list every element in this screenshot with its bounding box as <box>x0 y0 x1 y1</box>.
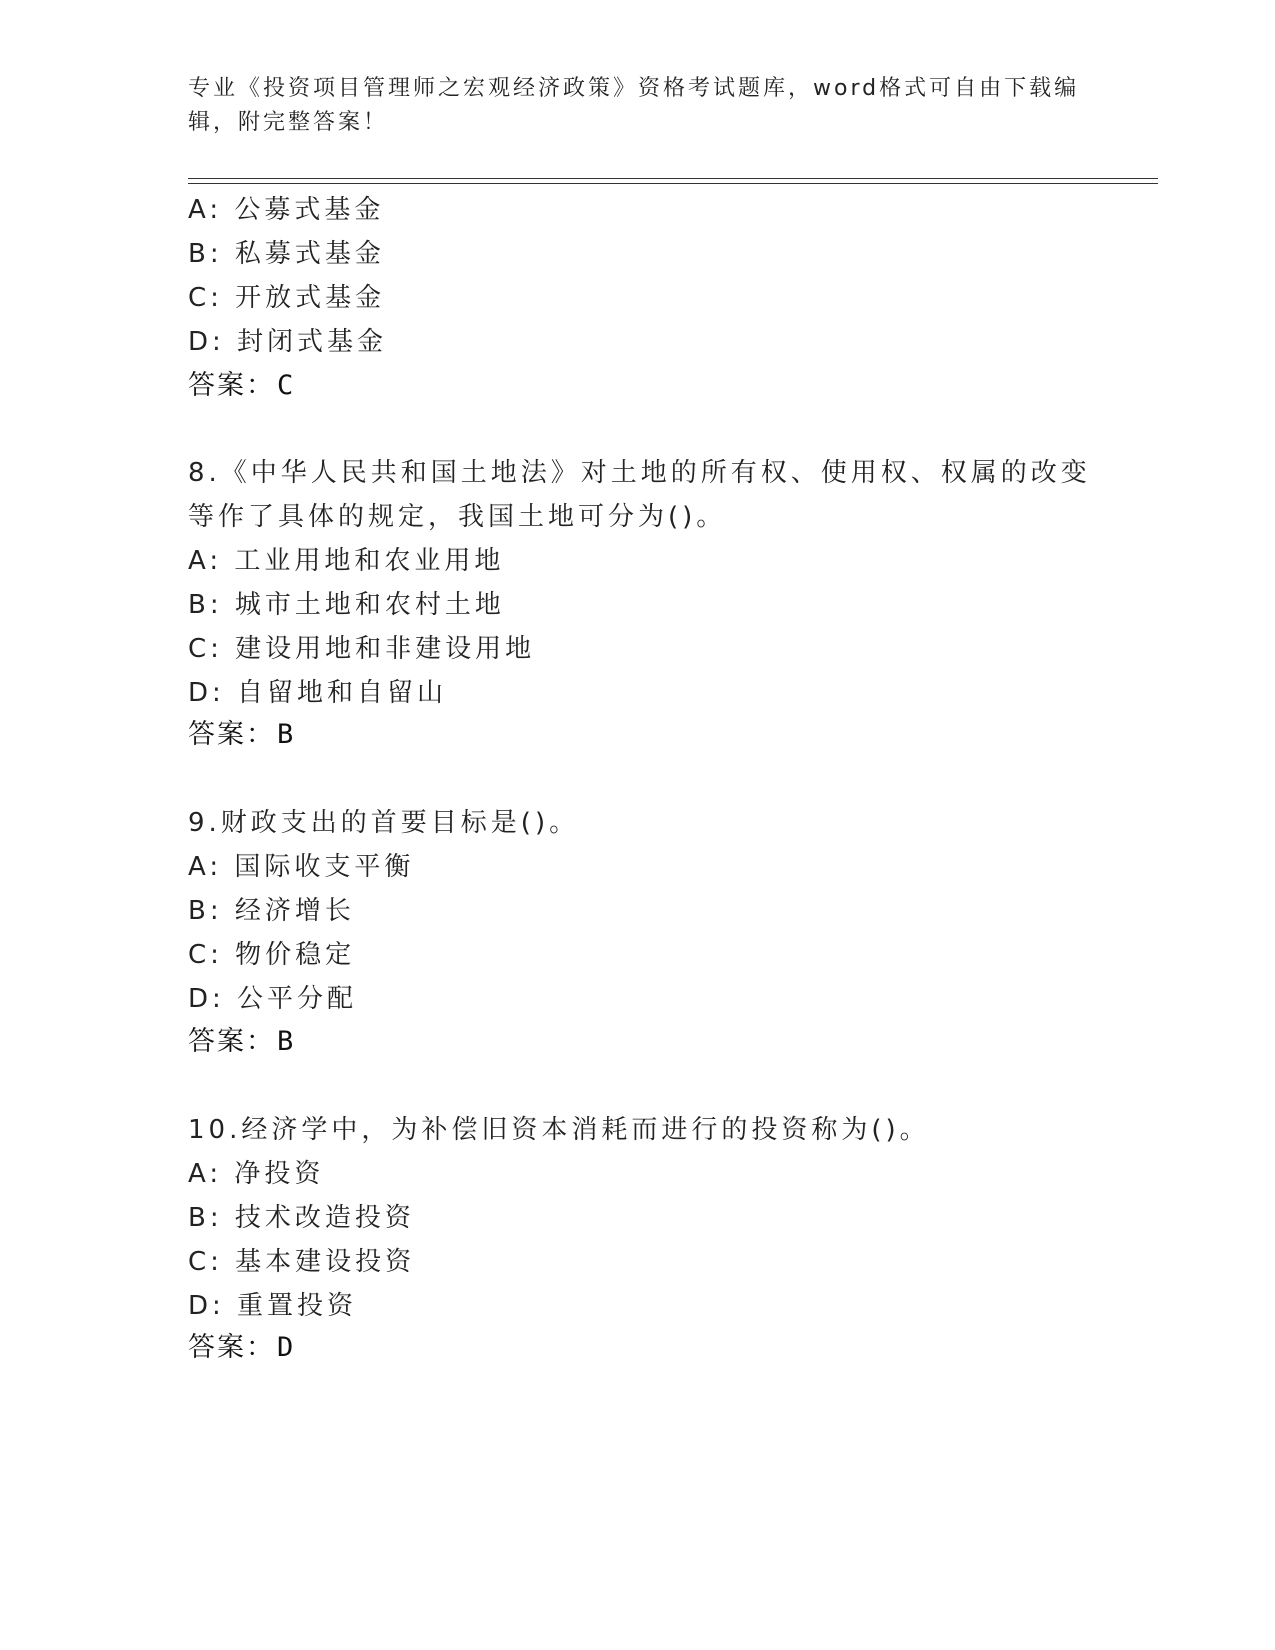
answer-label: 答案： <box>188 719 275 750</box>
q7-option-a: A: 公募式基金 <box>188 195 385 225</box>
header-divider-top <box>188 178 1158 179</box>
answer-value: B <box>277 719 294 750</box>
q8-stem-line-2: 等作了具体的规定，我国土地可分为()。 <box>188 502 727 532</box>
q9-option-d: D: 公平分配 <box>188 984 358 1014</box>
q9-option-b: B: 经济增长 <box>188 896 355 926</box>
q8-option-d: D: 自留地和自留山 <box>188 678 448 708</box>
answer-value: C <box>277 370 294 401</box>
q7-answer <box>188 369 293 403</box>
q10-option-b: B: 技术改造投资 <box>188 1203 415 1233</box>
answer-value: B <box>277 1026 294 1057</box>
q10-stem-line-1: 10.经济学中，为补偿旧资本消耗而进行的投资称为()。 <box>188 1115 930 1145</box>
q7-option-b: B: 私募式基金 <box>188 239 385 269</box>
q10-answer <box>188 1331 293 1365</box>
q7-option-d: D: 封闭式基金 <box>188 327 388 357</box>
q8-option-b: B: 城市土地和农村土地 <box>188 590 505 620</box>
document-header <box>188 72 1088 140</box>
answer-label: 答案： <box>188 1332 275 1363</box>
q8-option-a: A: 工业用地和农业用地 <box>188 546 505 576</box>
q10-option-c: C: 基本建设投资 <box>188 1247 416 1277</box>
header-line-2: 辑，附完整答案！ <box>188 110 389 135</box>
q10-option-d: D: 重置投资 <box>188 1291 358 1321</box>
q7-option-c: C: 开放式基金 <box>188 283 386 313</box>
q8-option-c: C: 建设用地和非建设用地 <box>188 634 536 664</box>
header-line-1: 专业《投资项目管理师之宏观经济政策》资格考试题库，word格式可自由下载编 <box>188 76 1080 101</box>
q8-answer <box>188 718 293 752</box>
answer-label: 答案： <box>188 370 275 401</box>
q10-option-a: A: 净投资 <box>188 1159 325 1189</box>
q9-answer <box>188 1025 293 1059</box>
header-divider-bottom <box>188 183 1158 184</box>
q9-option-c: C: 物价稳定 <box>188 940 356 970</box>
q9-stem-line-1: 9.财政支出的首要目标是()。 <box>188 808 580 838</box>
q9-option-a: A: 国际收支平衡 <box>188 852 415 882</box>
answer-value: D <box>277 1332 294 1363</box>
q8-stem-line-1: 8.《中华人民共和国土地法》对土地的所有权、使用权、权属的改变 <box>188 458 1091 488</box>
answer-label: 答案： <box>188 1026 275 1057</box>
